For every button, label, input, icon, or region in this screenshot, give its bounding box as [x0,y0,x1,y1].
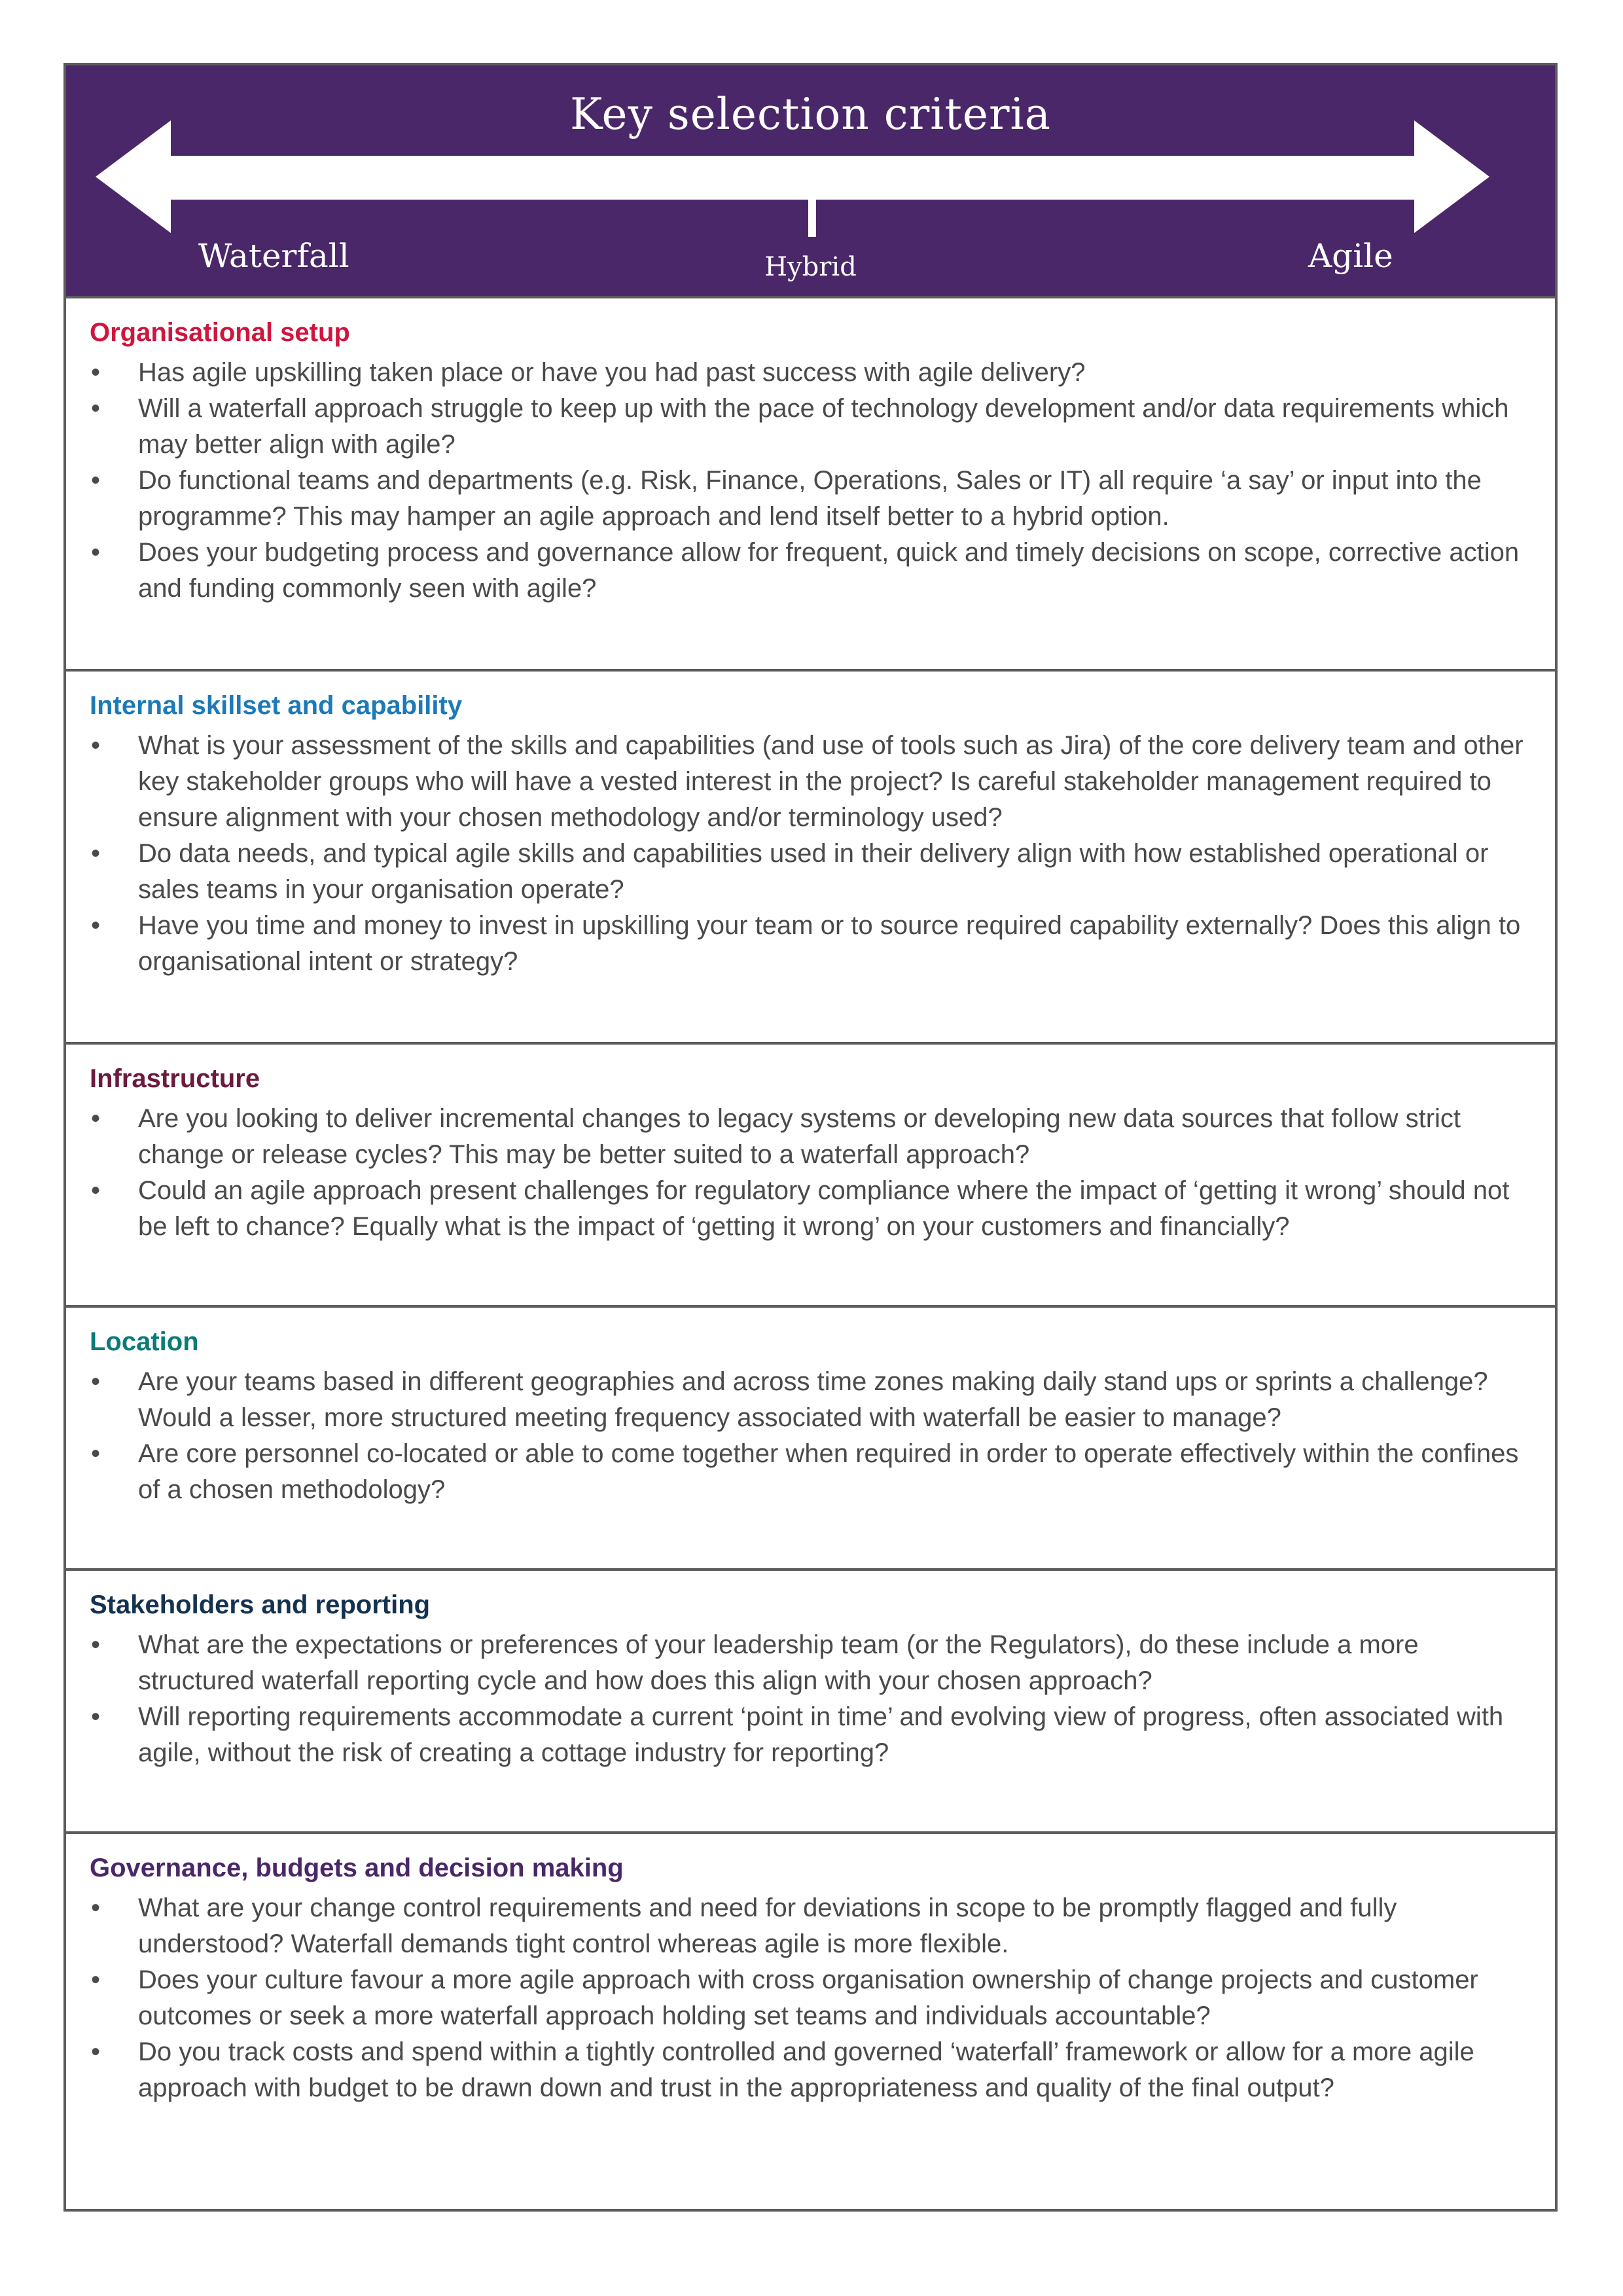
list-item: • Will reporting requirements accommodate a current ‘point in time’ and evolving view of progress, often associated with agile, without the risk of creating a cottage industry for reporting? [90,1699,1555,1771]
section-internal-skillset [66,686,1555,980]
list-item: • Have you time and money to invest in upskilling your team or to source required capability externally? Does this align to organisational intent or strategy? [90,908,1555,980]
section-title: Infrastructure [90,1064,260,1093]
bullet-list [90,355,1555,607]
header-banner [66,65,1555,298]
section-governance-budgets [66,1848,1555,2106]
list-item: • Could an agile approach present challenges for regulatory compliance where the impact of ‘getting it wrong’ should not be left to chance? Equally what is the impact of ‘getting it wrong’ on your customers and financially? [90,1173,1555,1245]
bullet-list [90,728,1555,980]
list-item: • What are your change control requirements and need for deviations in scope to be promptly flagged and fully understood? Waterfall demands tight control whereas agile is more flexible. [90,1890,1555,1962]
section-organisational-setup [66,313,1555,607]
hybrid-label: Hybrid [764,252,857,282]
section-title: Location [90,1327,199,1356]
bullet-list [90,1364,1555,1508]
list-item: • Has agile upskilling taken place or have you had past success with agile delivery? [90,355,1555,391]
list-item: • What are the expectations or preferences of your leadership team (or the Regulators), do these include a more structured waterfall reporting cycle and how does this align with your chosen approach? [90,1627,1555,1699]
list-item: • Does your culture favour a more agile approach with cross organisation ownership of change projects and customer outcomes or seek a more waterfall approach holding set teams and individuals accountable? [90,1962,1555,2034]
bullet-list [90,1627,1555,1771]
section-divider [66,1305,1555,1308]
section-divider [66,1831,1555,1834]
section-divider [66,669,1555,672]
list-item: • Are you looking to deliver incremental changes to legacy systems or developing new data sources that follow strict change or release cycles? This may be better suited to a waterfall approach? [90,1101,1555,1173]
bullet-list [90,1101,1555,1245]
section-title: Organisational setup [90,318,350,347]
list-item: • Do you track costs and spend within a tightly controlled and governed ‘waterfall’ framework or allow for a more agile approach with budget to be drawn down and trust in the appropriateness and quality of the final output? [90,2034,1555,2106]
bullet-list [90,1890,1555,2106]
list-item: • Do functional teams and departments (e.g. Risk, Finance, Operations, Sales or IT) all require ‘a say’ or input into the programme? This may hamper an agile approach and lend itself better to a hybrid option. [90,463,1555,535]
section-title: Governance, budgets and decision making [90,1854,624,1882]
list-item: • Will a waterfall approach struggle to keep up with the pace of technology development and/or data requirements which may better align with agile? [90,391,1555,463]
section-infrastructure [66,1059,1555,1245]
list-item: • Do data needs, and typical agile skills and capabilities used in their delivery align with how established operational or sales teams in your organisation operate? [90,836,1555,908]
criteria-table [63,63,1558,2212]
hybrid-marker [808,196,816,237]
section-title: Stakeholders and reporting [90,1590,431,1619]
section-location [66,1322,1555,1508]
section-divider [66,1568,1555,1571]
section-stakeholders-reporting [66,1585,1555,1771]
section-title: Internal skillset and capability [90,691,463,720]
waterfall-label: Waterfall [198,237,349,275]
page-title: Key selection criteria [570,89,1051,139]
list-item: • What is your assessment of the skills and capabilities (and use of tools such as Jira) of the core delivery team and other key stakeholder groups who will have a vested interest in the project? Is careful stakeholder management required to ensure alignment with your chosen methodology and/or terminology used? [90,728,1555,836]
section-divider [66,1042,1555,1045]
list-item: • Are core personnel co-located or able to come together when required in order to operate effectively within the confines of a chosen methodology? [90,1436,1555,1508]
list-item: • Are your teams based in different geographies and across time zones making daily stand ups or sprints a challenge? Would a lesser, more structured meeting frequency associated with waterfall be easier to manage? [90,1364,1555,1436]
list-item: • Does your budgeting process and governance allow for frequent, quick and timely decisions on scope, corrective action and funding commonly seen with agile? [90,535,1555,607]
agile-label: Agile [1308,237,1393,275]
